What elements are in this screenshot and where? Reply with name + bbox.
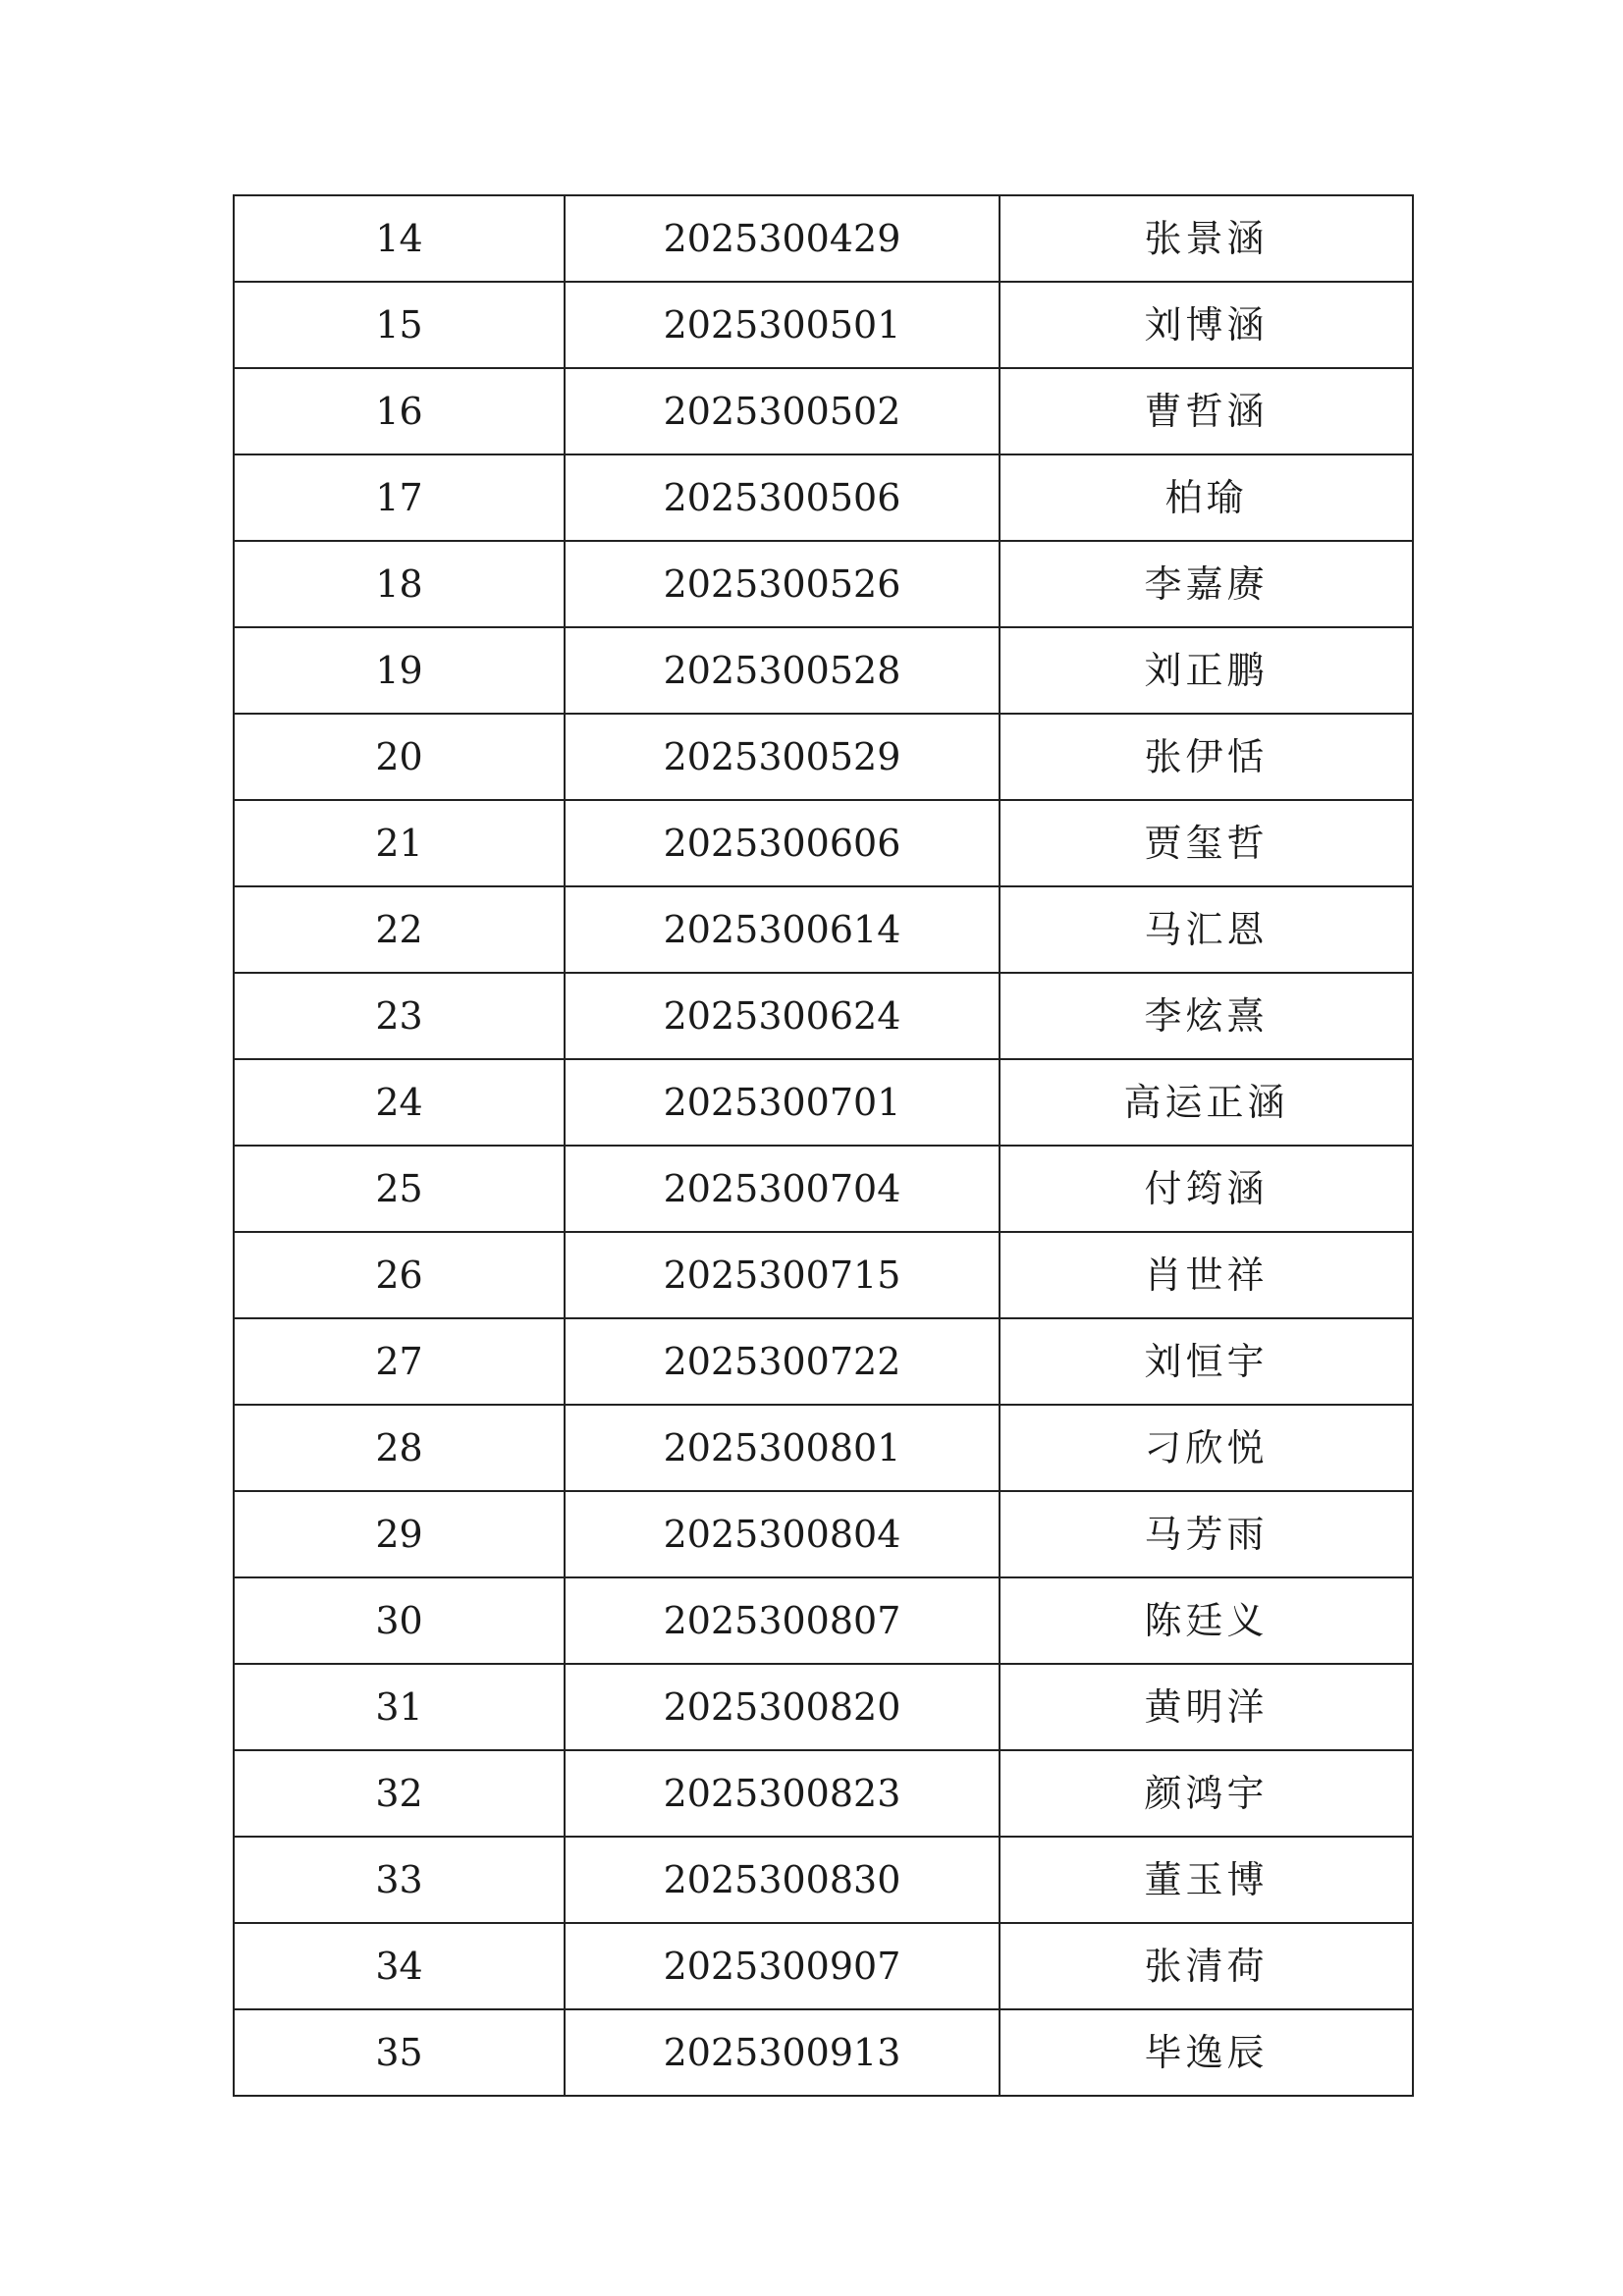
student-id-cell: 2025300722: [565, 1318, 1000, 1405]
row-index-cell: 26: [234, 1232, 565, 1318]
student-id-cell: 2025300506: [565, 454, 1000, 541]
student-id-cell: 2025300614: [565, 886, 1000, 973]
student-name-cell: 陈廷义: [1000, 1577, 1413, 1664]
student-id-cell: 2025300704: [565, 1146, 1000, 1232]
row-index-cell: 28: [234, 1405, 565, 1491]
student-id-cell: 2025300913: [565, 2009, 1000, 2096]
table-row: [234, 541, 1413, 627]
student-name-cell: 张伊恬: [1000, 714, 1413, 800]
student-name-cell: 高运正涵: [1000, 1059, 1413, 1146]
table-row: [234, 1664, 1413, 1750]
student-id-cell: 2025300801: [565, 1405, 1000, 1491]
table-row: [234, 1491, 1413, 1577]
table-row: [234, 1318, 1413, 1405]
table-row: [234, 1405, 1413, 1491]
table-row: [234, 195, 1413, 282]
row-index-cell: 27: [234, 1318, 565, 1405]
student-name-cell: 刘正鹏: [1000, 627, 1413, 714]
row-index-cell: 21: [234, 800, 565, 886]
student-name-cell: 柏瑜: [1000, 454, 1413, 541]
student-name-cell: 董玉博: [1000, 1837, 1413, 1923]
table-row: [234, 1923, 1413, 2009]
row-index-cell: 30: [234, 1577, 565, 1664]
row-index-cell: 22: [234, 886, 565, 973]
row-index-cell: 33: [234, 1837, 565, 1923]
table-row: [234, 282, 1413, 368]
row-index-cell: 32: [234, 1750, 565, 1837]
student-name-cell: 刁欣悦: [1000, 1405, 1413, 1491]
row-index-cell: 25: [234, 1146, 565, 1232]
table-row: [234, 800, 1413, 886]
student-id-cell: 2025300807: [565, 1577, 1000, 1664]
row-index-cell: 29: [234, 1491, 565, 1577]
student-id-cell: 2025300606: [565, 800, 1000, 886]
row-index-cell: 23: [234, 973, 565, 1059]
row-index-cell: 18: [234, 541, 565, 627]
student-name-cell: 付筠涵: [1000, 1146, 1413, 1232]
row-index-cell: 31: [234, 1664, 565, 1750]
student-id-cell: 2025300501: [565, 282, 1000, 368]
student-name-cell: 毕逸辰: [1000, 2009, 1413, 2096]
student-name-cell: 黄明洋: [1000, 1664, 1413, 1750]
row-index-cell: 14: [234, 195, 565, 282]
table-row: [234, 714, 1413, 800]
student-name-cell: 曹哲涵: [1000, 368, 1413, 454]
table-row: [234, 1232, 1413, 1318]
student-name-cell: 马汇恩: [1000, 886, 1413, 973]
student-id-cell: 2025300823: [565, 1750, 1000, 1837]
table-row: [234, 1577, 1413, 1664]
student-id-cell: 2025300804: [565, 1491, 1000, 1577]
row-index-cell: 19: [234, 627, 565, 714]
table-row: [234, 454, 1413, 541]
student-id-cell: 2025300528: [565, 627, 1000, 714]
row-index-cell: 34: [234, 1923, 565, 2009]
row-index-cell: 15: [234, 282, 565, 368]
student-name-cell: 颜鸿宇: [1000, 1750, 1413, 1837]
row-index-cell: 24: [234, 1059, 565, 1146]
student-roster-table: [233, 194, 1414, 2097]
table-row: [234, 627, 1413, 714]
student-name-cell: 张景涵: [1000, 195, 1413, 282]
student-name-cell: 马芳雨: [1000, 1491, 1413, 1577]
student-name-cell: 张清荷: [1000, 1923, 1413, 2009]
student-name-cell: 刘博涵: [1000, 282, 1413, 368]
student-id-cell: 2025300429: [565, 195, 1000, 282]
row-index-cell: 20: [234, 714, 565, 800]
table-row: [234, 973, 1413, 1059]
student-id-cell: 2025300820: [565, 1664, 1000, 1750]
student-id-cell: 2025300907: [565, 1923, 1000, 2009]
student-id-cell: 2025300701: [565, 1059, 1000, 1146]
student-name-cell: 刘恒宇: [1000, 1318, 1413, 1405]
table-row: [234, 2009, 1413, 2096]
student-id-cell: 2025300624: [565, 973, 1000, 1059]
table-row: [234, 1059, 1413, 1146]
table-row: [234, 1146, 1413, 1232]
row-index-cell: 16: [234, 368, 565, 454]
table-row: [234, 1750, 1413, 1837]
student-name-cell: 李炫熹: [1000, 973, 1413, 1059]
student-id-cell: 2025300715: [565, 1232, 1000, 1318]
table-row: [234, 368, 1413, 454]
student-name-cell: 肖世祥: [1000, 1232, 1413, 1318]
student-name-cell: 贾玺哲: [1000, 800, 1413, 886]
student-id-cell: 2025300830: [565, 1837, 1000, 1923]
table-row: [234, 1837, 1413, 1923]
row-index-cell: 17: [234, 454, 565, 541]
student-id-cell: 2025300526: [565, 541, 1000, 627]
row-index-cell: 35: [234, 2009, 565, 2096]
table-row: [234, 886, 1413, 973]
student-id-cell: 2025300502: [565, 368, 1000, 454]
student-id-cell: 2025300529: [565, 714, 1000, 800]
student-name-cell: 李嘉赓: [1000, 541, 1413, 627]
